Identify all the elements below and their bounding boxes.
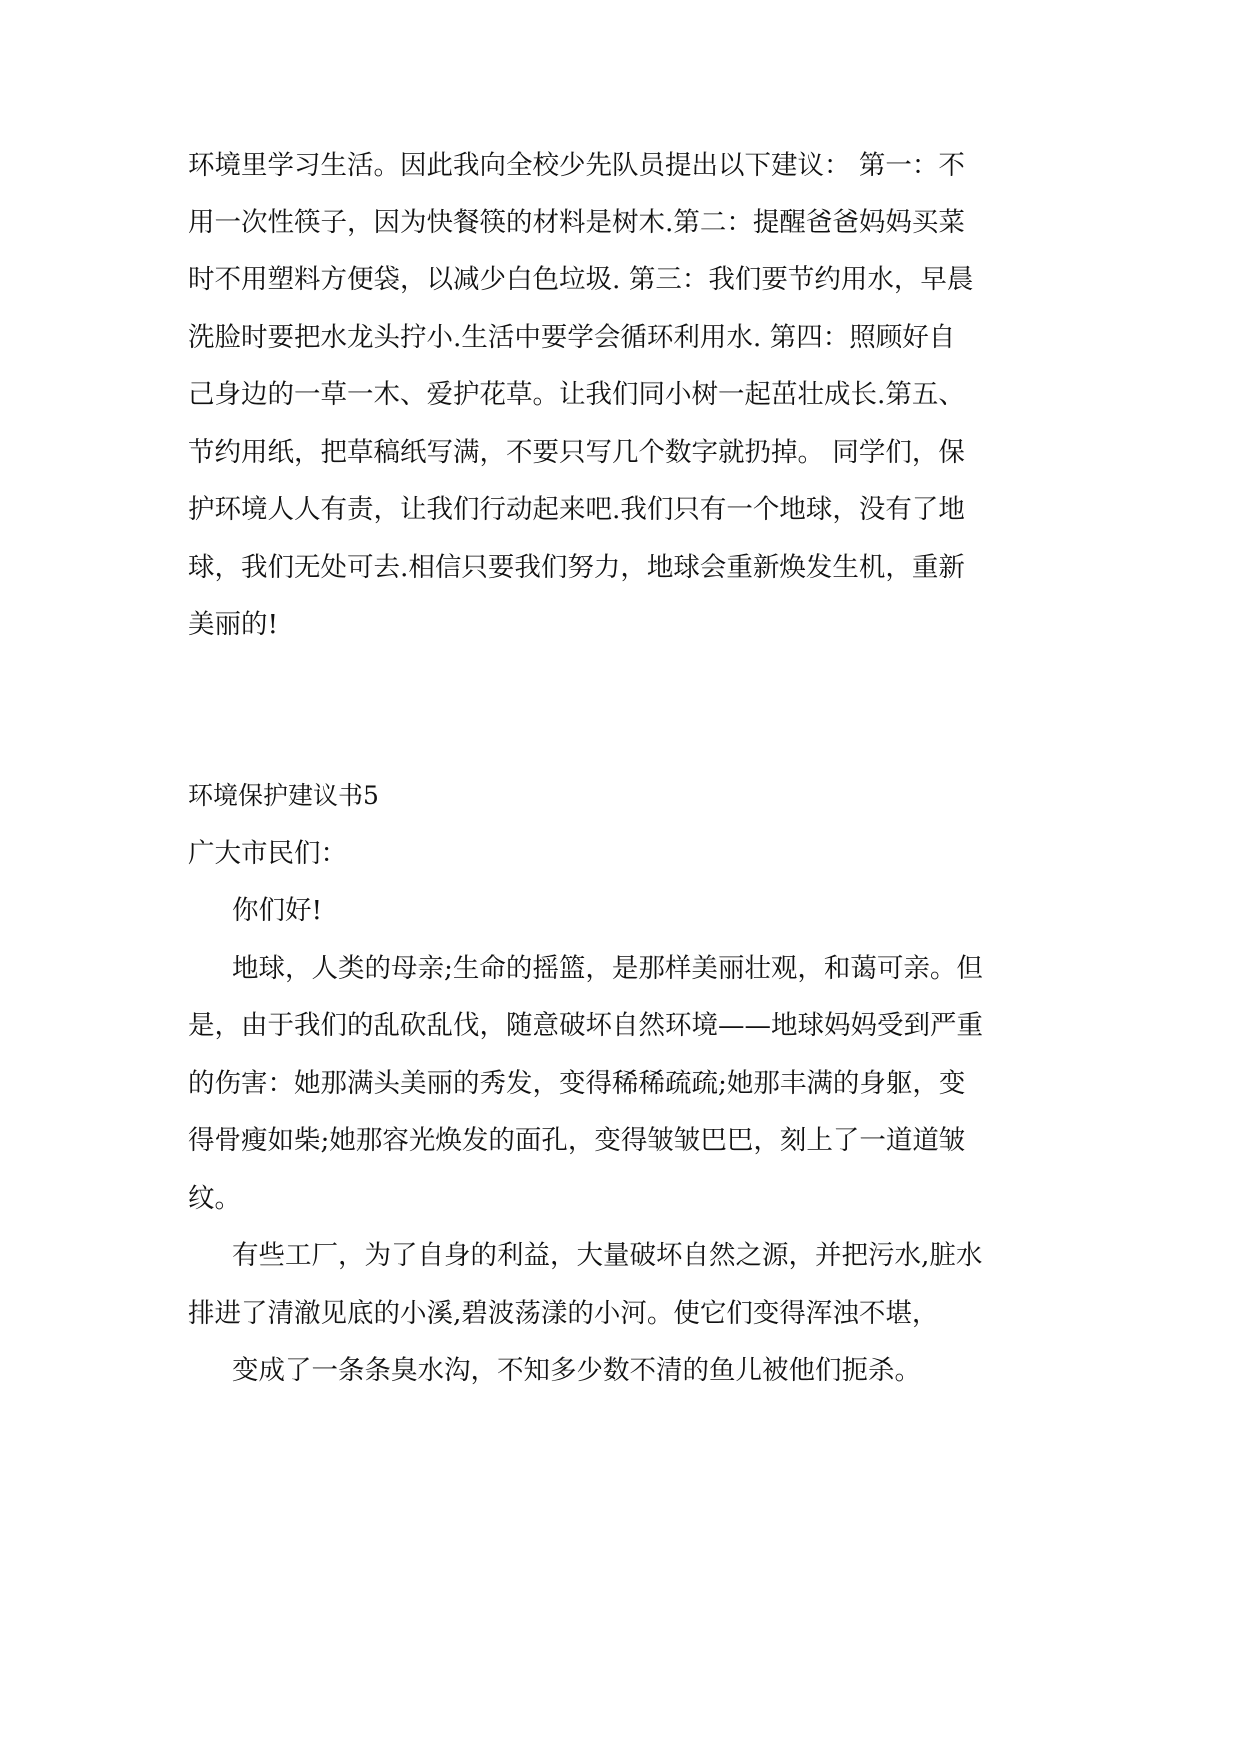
text-line: 变成了一条条臭水沟，不知多少数不清的鱼儿被他们扼杀。 xyxy=(232,1355,921,1386)
text-line: 地球，人类的母亲;生命的摇篮，是那样美丽壮观，和蔼可亲。但 xyxy=(232,953,983,984)
text-line: 是，由于我们的乱砍乱伐，随意破坏自然环境——地球妈妈受到严重 xyxy=(188,1010,983,1041)
text-line: 己身边的一草一木、爱护花草。让我们同小树一起茁壮成长.第五、 xyxy=(188,379,965,410)
text-line: 节约用纸，把草稿纸写满，不要只写几个数字就扔掉。 同学们，保 xyxy=(188,437,965,468)
text-line: 时不用塑料方便袋，以减少白色垃圾. 第三：我们要节约用水，早晨 xyxy=(188,264,974,295)
text-line: 球，我们无处可去.相信只要我们努力，地球会重新焕发生机，重新 xyxy=(188,552,965,583)
text-line: 护环境人人有责，让我们行动起来吧.我们只有一个地球，没有了地 xyxy=(188,494,965,525)
text-line: 得骨瘦如柴;她那容光焕发的面孔，变得皱皱巴巴，刻上了一道道皱 xyxy=(188,1125,966,1156)
text-line: 美丽的! xyxy=(188,609,279,640)
text-line: 有些工厂，为了自身的利益，大量破坏自然之源，并把污水,脏水 xyxy=(232,1240,983,1271)
greeting: 你们好! xyxy=(232,895,323,926)
salutation: 广大市民们： xyxy=(188,838,347,869)
text-line: 洗脸时要把水龙头拧小.生活中要学会循环利用水. 第四：照顾好自 xyxy=(188,322,956,353)
section-title: 环境保护建议书5 xyxy=(188,781,379,810)
text-line: 的伤害：她那满头美丽的秀发，变得稀稀疏疏;她那丰满的身躯，变 xyxy=(188,1068,966,1099)
text-line: 纹。 xyxy=(188,1183,241,1214)
text-line: 排进了清澈见底的小溪,碧波荡漾的小河。使它们变得浑浊不堪， xyxy=(188,1298,939,1329)
text-line: 用一次性筷子，因为快餐筷的材料是树木.第二：提醒爸爸妈妈买菜 xyxy=(188,207,965,238)
text-line: 环境里学习生活。因此我向全校少先队员提出以下建议： 第一：不 xyxy=(188,150,965,181)
